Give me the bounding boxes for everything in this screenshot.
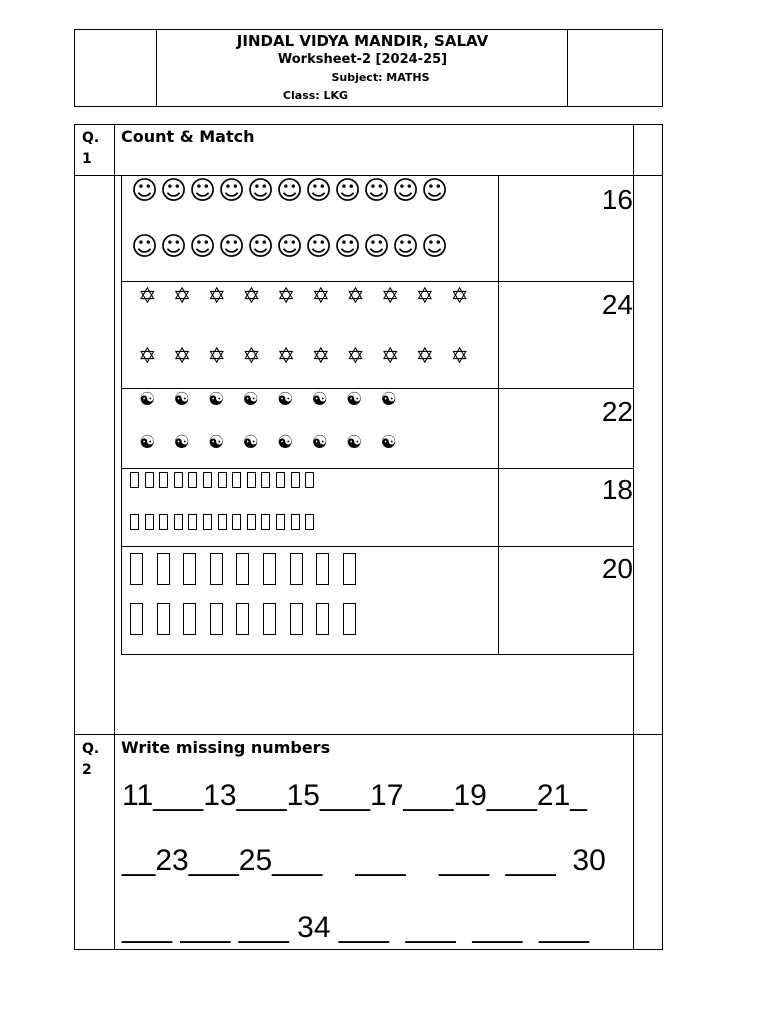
missing-glyph-box-icon [305, 472, 314, 488]
row-divider [121, 281, 634, 282]
smiley-icon: ☺ [275, 176, 304, 206]
star-of-david-icon: ✡ [415, 344, 435, 369]
star-of-david-icon: ✡ [380, 344, 400, 369]
missing-glyph-box-icon [157, 603, 170, 635]
missing-glyph-box-icon [130, 514, 139, 530]
missing-glyph-box-icon [291, 514, 300, 530]
smiley-icon: ☺ [362, 232, 391, 262]
count-match-column-divider [498, 175, 499, 655]
missing-glyph-box-icon [232, 472, 241, 488]
star-of-david-icon: ✡ [242, 284, 261, 309]
smiley-icon: ☺ [217, 176, 246, 206]
missing-numbers-line-2: __23___25___ ___ ___ ___ 30 [122, 844, 606, 877]
q1-title: Count & Match [121, 127, 255, 146]
smiley-icon: ☺ [188, 232, 217, 262]
missing-glyph-box-icon [343, 553, 356, 585]
smiley-icon: ☺ [420, 232, 449, 262]
match-number-16: 16 [601, 184, 633, 215]
q2-title: Write missing numbers [121, 738, 331, 757]
missing-glyph-box-icon [218, 514, 227, 530]
yin-yang-icon: ☯ [139, 432, 156, 453]
smiley-icon: ☺ [159, 176, 188, 206]
missing-glyph-box-icon [291, 472, 300, 488]
missing-glyph-box-icon [263, 603, 276, 635]
smiley-icon: ☺ [420, 176, 449, 206]
match-number-20: 20 [601, 553, 633, 584]
star-of-david-icon: ✡ [242, 344, 261, 369]
q2-divider [74, 734, 663, 735]
star-of-david-icon: ✡ [380, 284, 400, 309]
star-of-david-icon: ✡ [450, 284, 469, 309]
match-number-24: 24 [601, 289, 633, 320]
missing-glyph-box-icon [247, 514, 256, 530]
star-of-david-icon: ✡ [207, 284, 226, 309]
yin-yang-icon: ☯ [380, 432, 397, 453]
star-of-david-icon: ✡ [415, 284, 435, 309]
missing-glyph-box-icon [290, 553, 303, 585]
star-of-david-icon: ✡ [172, 284, 192, 309]
missing-glyph-box-icon [305, 514, 314, 530]
row-divider [121, 546, 634, 547]
missing-glyph-box-icon [145, 472, 154, 488]
missing-glyph-box-icon [261, 514, 270, 530]
yin-yang-icon: ☯ [346, 389, 363, 410]
large-box-row-1 [130, 553, 356, 587]
yin-yang-icon: ☯ [208, 389, 225, 410]
missing-glyph-box-icon [316, 553, 329, 585]
smiley-icon: ☺ [304, 232, 333, 262]
smiley-icon: ☺ [217, 232, 246, 262]
star-of-david-icon: ✡ [311, 284, 330, 309]
missing-glyph-box-icon [210, 603, 223, 635]
star-of-david-icon: ✡ [207, 344, 226, 369]
smiley-icon: ☺ [188, 176, 217, 206]
smiley-icon: ☺ [130, 176, 159, 206]
yin-yang-icon: ☯ [311, 432, 328, 453]
subject-line: Subject: MATHS [331, 71, 430, 84]
worksheet-title: Worksheet-2 [2024-25] [277, 52, 448, 67]
row-divider [121, 468, 634, 469]
missing-glyph-box-icon [261, 472, 270, 488]
star-of-david-icon: ✡ [346, 344, 365, 369]
yin-yang-icon: ☯ [311, 389, 328, 410]
missing-glyph-box-icon [247, 472, 256, 488]
yin-yang-icon: ☯ [173, 432, 190, 453]
yin-yang-icon: ☯ [242, 432, 259, 453]
smiley-icon: ☺ [275, 232, 304, 262]
missing-numbers-line-3: ___ ___ ___ 34 ___ ___ ___ ___ [122, 911, 590, 944]
star-of-david-icon: ✡ [138, 284, 157, 309]
missing-numbers-line-1: 11___13___15___17___19___21_ [122, 779, 587, 812]
missing-glyph-box-icon [174, 514, 183, 530]
smiley-icon: ☺ [246, 176, 275, 206]
box-row-1 [130, 472, 314, 490]
missing-glyph-box-icon [290, 603, 303, 635]
star-of-david-icon: ✡ [450, 344, 469, 369]
missing-glyph-box-icon [203, 472, 212, 488]
missing-glyph-box-icon [188, 514, 197, 530]
star-of-david-icon: ✡ [346, 284, 365, 309]
match-number-18: 18 [601, 474, 633, 505]
smiley-icon: ☺ [130, 232, 159, 262]
yin-yang-icon: ☯ [139, 389, 156, 410]
star-row-2 [130, 344, 477, 369]
missing-glyph-box-icon [183, 553, 196, 585]
missing-glyph-box-icon [159, 514, 168, 530]
yin-yang-row-2 [130, 432, 406, 453]
missing-glyph-box-icon [145, 514, 154, 530]
missing-glyph-box-icon [188, 472, 197, 488]
yin-yang-row-1 [130, 389, 406, 410]
missing-glyph-box-icon [203, 514, 212, 530]
star-of-david-icon: ✡ [172, 344, 192, 369]
star-of-david-icon: ✡ [276, 344, 296, 369]
yin-yang-icon: ☯ [277, 432, 294, 453]
missing-glyph-box-icon [157, 553, 170, 585]
yin-yang-icon: ☯ [173, 389, 190, 410]
missing-glyph-box-icon [276, 472, 285, 488]
missing-glyph-box-icon [236, 603, 249, 635]
yin-yang-icon: ☯ [208, 432, 225, 453]
box-row-2 [130, 514, 314, 532]
missing-glyph-box-icon [263, 553, 276, 585]
smiley-icon: ☺ [304, 176, 333, 206]
missing-glyph-box-icon [316, 603, 329, 635]
missing-glyph-box-icon [183, 603, 196, 635]
large-box-row-2 [130, 603, 356, 637]
smiley-row-1 [130, 176, 449, 206]
missing-glyph-box-icon [174, 472, 183, 488]
yin-yang-icon: ☯ [242, 389, 259, 410]
missing-glyph-box-icon [236, 553, 249, 585]
missing-glyph-box-icon [159, 472, 168, 488]
class-line: Class: LKG [282, 89, 349, 102]
smiley-icon: ☺ [391, 232, 420, 262]
yin-yang-icon: ☯ [346, 432, 363, 453]
yin-yang-icon: ☯ [380, 389, 397, 410]
school-name: JINDAL VIDYA MANDIR, SALAV [236, 32, 489, 50]
smiley-icon: ☺ [246, 232, 275, 262]
star-of-david-icon: ✡ [276, 284, 296, 309]
missing-glyph-box-icon [232, 514, 241, 530]
missing-glyph-box-icon [130, 553, 143, 585]
smiley-icon: ☺ [333, 176, 362, 206]
smiley-icon: ☺ [333, 232, 362, 262]
missing-glyph-box-icon [218, 472, 227, 488]
label-column-divider [114, 124, 115, 950]
q1-label: Q. 1 [82, 130, 100, 167]
smiley-icon: ☺ [159, 232, 188, 262]
star-row-1 [130, 284, 477, 309]
yin-yang-icon: ☯ [277, 389, 294, 410]
missing-glyph-box-icon [130, 603, 143, 635]
smiley-icon: ☺ [362, 176, 391, 206]
star-of-david-icon: ✡ [311, 344, 330, 369]
q2-label: Q. 2 [82, 741, 100, 778]
missing-glyph-box-icon [210, 553, 223, 585]
smiley-row-2 [130, 232, 449, 262]
star-of-david-icon: ✡ [138, 344, 157, 369]
missing-glyph-box-icon [276, 514, 285, 530]
smiley-icon: ☺ [391, 176, 420, 206]
missing-glyph-box-icon [343, 603, 356, 635]
missing-glyph-box-icon [130, 472, 139, 488]
match-number-22: 22 [601, 396, 633, 427]
